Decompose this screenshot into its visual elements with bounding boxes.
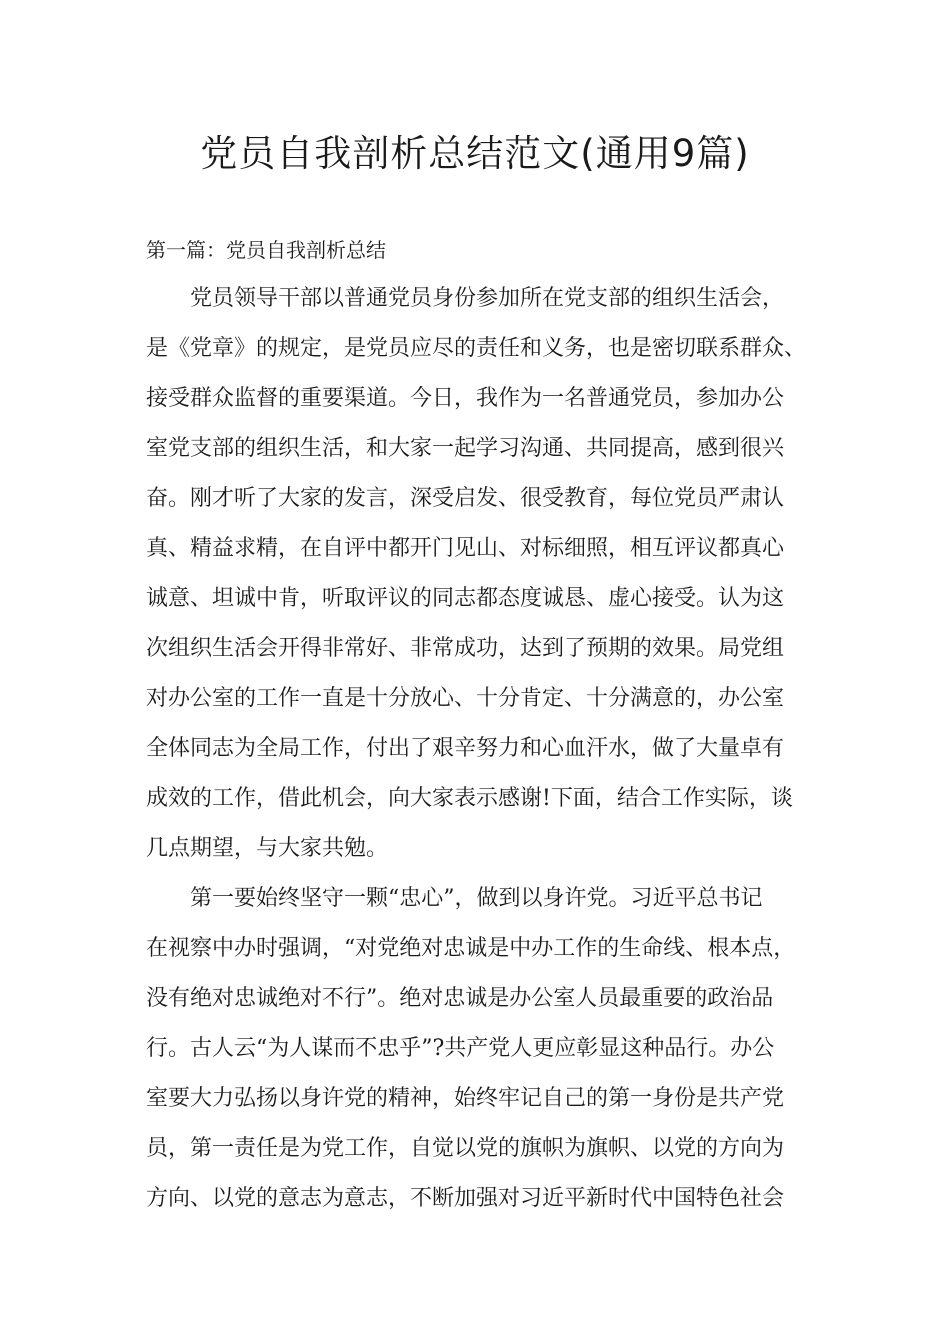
section-heading: 第一篇：党员自我剖析总结 [146, 238, 386, 262]
paragraph-line: 第一要始终坚守一颗“忠心”，做到以身许党。习近平总书记 [190, 886, 763, 911]
paragraph-line: 几点期望，与大家共勉。 [146, 836, 389, 861]
paragraph-line: 对办公室的工作一直是十分放心、十分肯定、十分满意的，办公室 [146, 686, 785, 711]
paragraph-line: 诚意、坦诚中肯，听取评议的同志都态度诚恳、虚心接受。认为这 [146, 586, 785, 611]
paragraph-line: 员，第一责任是为党工作，自觉以党的旗帜为旗帜、以党的方向为 [146, 1136, 785, 1161]
paragraph-line: 接受群众监督的重要渠道。今日，我作为一名普通党员，参加办公 [146, 386, 785, 411]
paragraph-line: 在视察中办时强调，“对党绝对忠诚是中办工作的生命线、根本点， [146, 936, 796, 961]
paragraph-line: 真、精益求精，在自评中都开门见山、对标细照，相互评议都真心 [146, 536, 785, 561]
document-title: 党员自我剖析总结范文(通用9篇) [200, 132, 750, 175]
paragraph-line: 次组织生活会开得非常好、非常成功，达到了预期的效果。局党组 [146, 636, 785, 661]
paragraph-line: 行。古人云“为人谋而不忠乎”?共产党人更应彰显这种品行。办公 [146, 1036, 775, 1061]
paragraph-line: 室要大力弘扬以身许党的精神，始终牢记自己的第一身份是共产党 [146, 1086, 785, 1111]
paragraph-line: 全体同志为全局工作，付出了艰辛努力和心血汗水，做了大量卓有 [146, 736, 785, 761]
paragraph-line: 党员领导干部以普通党员身份参加所在党支部的组织生活会， [190, 286, 785, 311]
paragraph-line: 没有绝对忠诚绝对不行”。绝对忠诚是办公室人员最重要的政治品 [146, 986, 774, 1011]
paragraph-line: 室党支部的组织生活，和大家一起学习沟通、共同提高，感到很兴 [146, 436, 785, 461]
paragraph-line: 奋。刚才听了大家的发言，深受启发、很受教育，每位党员严肃认 [146, 486, 785, 511]
paragraph-line: 成效的工作，借此机会，向大家表示感谢!下面，结合工作实际，谈 [146, 786, 793, 811]
paragraph-line: 是《党章》的规定，是党员应尽的责任和义务，也是密切联系群众、 [146, 336, 807, 361]
paragraph-line: 方向、以党的意志为意志，不断加强对习近平新时代中国特色社会 [146, 1186, 785, 1211]
